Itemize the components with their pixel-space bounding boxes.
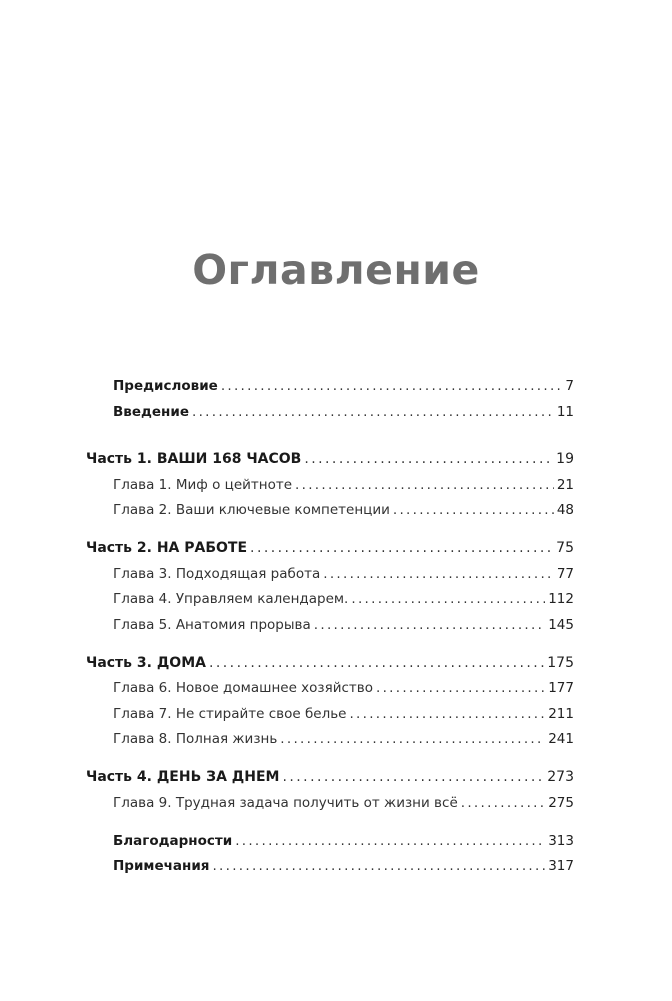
toc-entry-chapter [86,727,574,753]
entry-title: Часть 2. НА РАБОТЕ [86,540,248,556]
entry-title: Введение [113,403,189,420]
page-number: 77 [556,565,574,582]
entry-title: Глава 2. Ваши ключевые компетенции [113,502,390,518]
dot-leader [314,613,545,639]
dot-leader [212,854,545,880]
entry-title: Глава 8. Полная жизнь [113,731,278,747]
entry-title: Примечания [113,858,210,874]
dot-leader [250,536,553,562]
page-title: Оглавление [192,246,480,294]
toc-entry-part [86,765,574,791]
dot-leader [209,651,544,677]
toc-group [86,536,574,638]
toc-group [86,374,574,425]
entry-title: Глава 1. Миф о цейтноте [113,476,293,493]
dot-leader [282,765,544,791]
page-number: 11 [556,403,574,420]
entry-title: Глава 5. Анатомия прорыва [113,616,311,633]
toc-entry-chapter [86,562,574,588]
table-of-contents [86,374,574,880]
dot-leader [349,702,545,728]
entry-title: Предисловие [113,378,218,394]
dot-leader [461,791,545,817]
dot-leader [376,676,545,702]
toc-group [86,447,574,524]
page-number: 48 [556,502,574,518]
dot-leader [280,727,545,753]
dot-leader [304,447,553,473]
page-number: 241 [548,731,574,747]
page-number: 75 [556,540,574,556]
dot-leader [221,374,563,400]
toc-group [86,829,574,880]
page-number: 7 [565,378,574,394]
dot-leader [295,473,554,499]
entry-title: Часть 1. ВАШИ 168 ЧАСОВ [86,451,302,467]
toc-entry-chapter [86,791,574,817]
entry-title: Глава 7. Не стирайте свое белье [113,705,347,722]
page-number: 211 [548,705,574,722]
toc-entry-chapter [86,587,574,613]
entry-title: Глава 9. Трудная задача получить от жизни всё [113,794,458,811]
entry-title: Часть 4. ДЕНЬ ЗА ДНЕМ [86,769,280,785]
dot-leader [393,498,554,524]
page-number: 317 [548,858,574,874]
entry-title: Глава 4. Управляем календарем. [113,591,349,607]
page-number: 112 [548,591,574,607]
entry-title: Глава 6. Новое домашнее хозяйство [113,680,374,696]
page-number: 273 [547,769,574,785]
toc-entry-chapter [86,498,574,524]
page-number: 177 [548,680,574,696]
entry-title: Благодарности [113,832,233,849]
toc-entry-chapter [86,613,574,639]
entry-title: Глава 3. Подходящая работа [113,565,321,582]
page-number: 145 [548,616,574,633]
page-number: 175 [547,654,574,671]
dot-leader [235,829,545,855]
page-number: 313 [548,832,574,849]
dot-leader [351,587,545,613]
page-number: 275 [548,794,574,811]
toc-entry-part [86,447,574,473]
toc-entry-front [86,829,574,855]
dot-leader [323,562,554,588]
toc-group [86,765,574,816]
dot-leader [192,400,554,426]
toc-entry-front [86,400,574,426]
toc-entry-front [86,854,574,880]
toc-entry-chapter [86,676,574,702]
toc-group [86,651,574,753]
page-number: 19 [556,451,574,467]
page-number: 21 [556,476,574,493]
toc-entry-front [86,374,574,400]
entry-title: Часть 3. ДОМА [86,654,206,671]
toc-entry-chapter [86,702,574,728]
toc-entry-chapter [86,473,574,499]
toc-entry-part [86,651,574,677]
toc-entry-part [86,536,574,562]
